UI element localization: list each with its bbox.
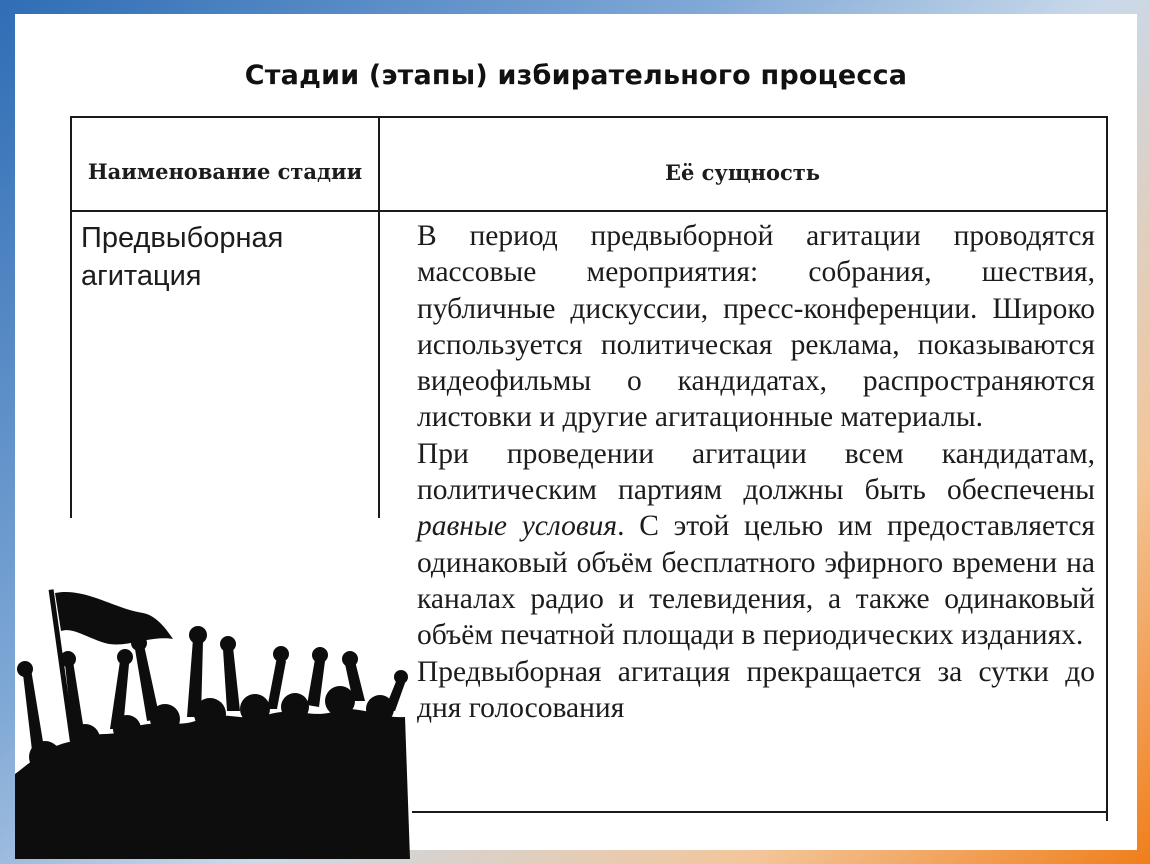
crowd-silhouette-image [15,569,410,859]
paragraph-2-text-start: При проведении агитации всем кандидатам, политическим партиям должны быть обеспечены [417,437,1095,507]
stage-name-cell: Предвыборная агитация [81,222,284,292]
table-left-border [70,116,72,518]
essence-paragraph-1: В период предвыборной агитации проводятся массовые мероприятия: собрания, шествия, публичные дискуссии, пресс-конференции. Широко используется политическая реклама, показываются видеофильмы о кандидатах, распространяются листовки и другие агитационные материалы. [417,220,1095,434]
stage-essence-cell [417,218,1095,726]
table-right-border [1106,116,1108,821]
table-top-border [70,116,1108,118]
table-bottom-border [412,811,1108,813]
slide-title: Стадии (этапы) избирательного процесса [244,60,908,91]
essence-paragraph-2 [417,436,1095,654]
paragraph-2-text-end: . С этой целью им предоставляется одинаковый объём бесплатного эфирного времени на каналах радио и телевидения, а также одинаковый объём печатной площади в периодических изданиях. [417,510,1095,652]
column-header-name: Наименование стадии [87,159,363,184]
essence-paragraph-3: Предвыборная агитация прекращается за сутки до дня голосования [417,655,1095,724]
column-header-essence: Её сущность [664,159,821,185]
equal-conditions-emphasis: равные условия [417,510,618,543]
slide [15,14,1137,850]
